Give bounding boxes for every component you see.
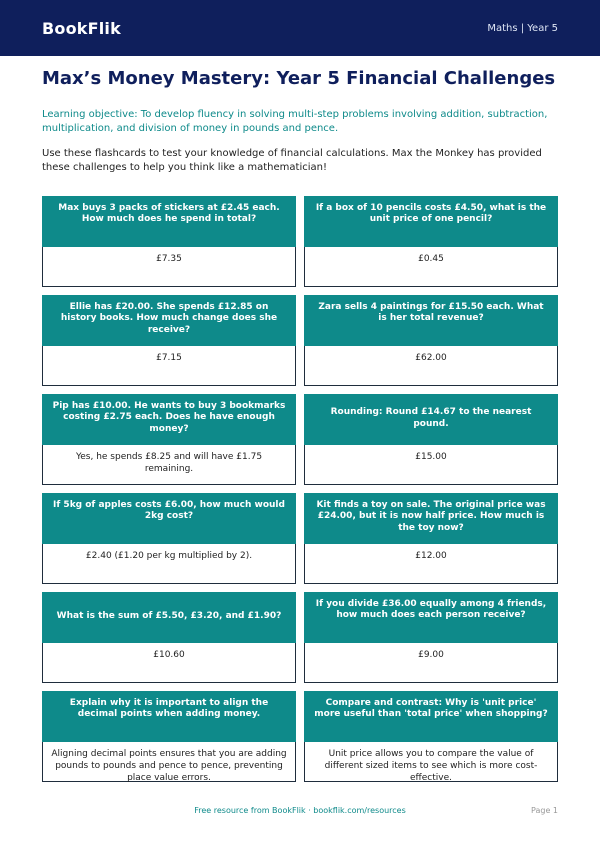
flashcard[interactable] [304, 295, 558, 386]
flashcard-question: Rounding: Round £14.67 to the nearest pound. [304, 394, 558, 445]
flashcard[interactable] [304, 394, 558, 485]
flashcard-answer: Yes, he spends £8.25 and will have £1.75 remaining. [42, 445, 296, 485]
flashcard-question: Pip has £10.00. He wants to buy 3 bookmarks costing £2.75 each. Does he have enough money? [42, 394, 296, 445]
flashcard[interactable] [42, 394, 296, 485]
flashcard-answer: Aligning decimal points ensures that you are adding pounds to pounds and pence to pence, preventing place value errors. [42, 742, 296, 782]
header-bar [0, 0, 600, 56]
flashcard-question: Explain why it is important to align the decimal points when adding money. [42, 691, 296, 742]
flashcard-answer: £62.00 [304, 346, 558, 386]
learning-objective: Learning objective: To develop fluency in solving multi-step problems involving addition, subtraction, multiplication, and division of money in pounds and pence. [42, 108, 548, 135]
main-content [0, 56, 600, 782]
flashcard-question: If 5kg of apples costs £6.00, how much would 2kg cost? [42, 493, 296, 544]
flashcard-answer: £12.00 [304, 544, 558, 584]
page-title: Max’s Money Mastery: Year 5 Financial Challenges [42, 68, 556, 89]
flashcard-answer: £2.40 (£1.20 per kg multiplied by 2). [42, 544, 296, 584]
flashcard[interactable] [304, 493, 558, 584]
flashcard-question: Zara sells 4 paintings for £15.50 each. What is her total revenue? [304, 295, 558, 346]
footer-link[interactable]: Free resource from BookFlik · bookflik.com/resources [194, 806, 406, 815]
flashcard-question: Max buys 3 packs of stickers at £2.45 each. How much does he spend in total? [42, 196, 296, 247]
flashcard[interactable] [42, 493, 296, 584]
flashcard[interactable] [42, 592, 296, 683]
flashcard[interactable] [304, 592, 558, 683]
flashcard-question: Kit finds a toy on sale. The original price was £24.00, but it is now half price. How much is the toy now? [304, 493, 558, 544]
flashcard[interactable] [42, 295, 296, 386]
intro-text: Use these flashcards to test your knowledge of financial calculations. Max the Monkey has provided these challenges to help you think like a mathematician! [42, 147, 542, 174]
flashcard[interactable] [42, 691, 296, 782]
page-number: Page 1 [531, 806, 558, 815]
brand-logo[interactable]: BookFlik [42, 18, 121, 38]
flashcard-question: If a box of 10 pencils costs £4.50, what is the unit price of one pencil? [304, 196, 558, 247]
flashcard-question: What is the sum of £5.50, £3.20, and £1.90? [42, 592, 296, 643]
flashcard-answer: £0.45 [304, 247, 558, 287]
flashcard-grid [42, 196, 558, 782]
flashcard-question: If you divide £36.00 equally among 4 friends, how much does each person receive? [304, 592, 558, 643]
breadcrumb: Maths | Year 5 [487, 22, 558, 34]
flashcard-answer: Unit price allows you to compare the value of different sized items to see which is more cost-effective. [304, 742, 558, 782]
flashcard[interactable] [42, 196, 296, 287]
flashcard-answer: £7.15 [42, 346, 296, 386]
flashcard-answer: £10.60 [42, 643, 296, 683]
flashcard[interactable] [304, 691, 558, 782]
flashcard-answer: £15.00 [304, 445, 558, 485]
flashcard-answer: £9.00 [304, 643, 558, 683]
flashcard-answer: £7.35 [42, 247, 296, 287]
flashcard-question: Ellie has £20.00. She spends £12.85 on history books. How much change does she receive? [42, 295, 296, 346]
flashcard[interactable] [304, 196, 558, 287]
flashcard-question: Compare and contrast: Why is 'unit price' more useful than 'total price' when shopping? [304, 691, 558, 742]
